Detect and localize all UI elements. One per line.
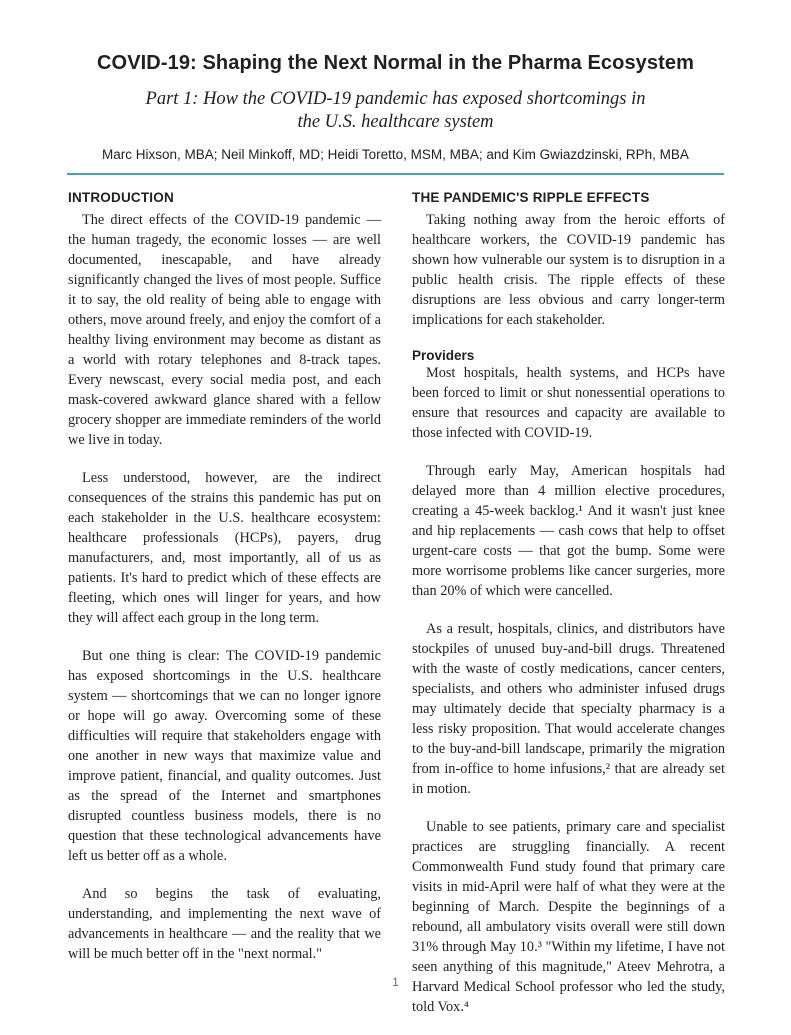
body-paragraph: The direct effects of the COVID-19 pandemic — the human tragedy, the economic losses — are well documented, inescapable, and have already significantly changed the lives of most people. Suffice it to say, the old reality of being able to engage with others, move around freely, and enjoy the comfort of a healthy living environment may become as distant as a world with rotary telephones and 8-track tapes. Every newscast, every social media post, and each mask-covered awkward glance shared with a fellow grocery shopper are immediate reminders of the world we live in today.	[68, 212, 381, 448]
body-paragraph: Most hospitals, health systems, and HCPs have been forced to limit or shut nonessential operations to ensure that resources and capacity are available to those infected with COVID-19.	[412, 365, 725, 441]
body-paragraph: But one thing is clear: The COVID-19 pandemic has exposed shortcomings in the U.S. healthcare system — shortcomings that we can no longer ignore or hope will go away. Overcoming some of these difficulties will require that stakeholders engage with one another in new ways that maximize value and improve patient, financial, and quality outcomes. Just as the spread of the Internet and smartphones disrupted countless business models, there is no question that these technological advancements have left us better off as a whole.	[68, 648, 381, 864]
document-subtitle: Part 1: How the COVID-19 pandemic has exposed shortcomings in the U.S. healthcare system	[145, 89, 646, 132]
providers-subheading: Providers	[412, 348, 475, 363]
body-paragraph: Through early May, American hospitals had delayed more than 4 million elective procedures, creating a 45-week backlog.¹ And it wasn't just knee and hip replacements — cash cows that help to offset urgent-care costs — that got the bump. Some were more worrisome problems like cancer surgeries, more than 20% of which were cancelled.	[412, 463, 725, 599]
ripple-effects-heading: THE PANDEMIC'S RIPPLE EFFECTS	[412, 190, 650, 205]
right-column	[412, 190, 725, 1035]
header-divider	[67, 173, 724, 175]
author-list: Marc Hixson, MBA; Neil Minkoff, MD; Heidi Toretto, MSM, MBA; and Kim Gwiazdzinski, RPh, MBA	[102, 147, 689, 162]
body-paragraph: Less understood, however, are the indirect consequences of the strains this pandemic has put on each stakeholder in the U.S. healthcare ecosystem: healthcare professionals (HCPs), payers, drug manufacturers, and, most importantly, all of us as patients. It's hard to predict which of these effects are fleeting, which ones will linger for years, and how they will affect each group in the long term.	[68, 470, 381, 626]
body-paragraph: Taking nothing away from the heroic efforts of healthcare workers, the COVID-19 pandemic has shown how vulnerable our system is to disruption in a public health crisis. The ripple effects of these disruptions are less obvious and carry longer-term implications for each stakeholder.	[412, 212, 725, 328]
document-title: COVID-19: Shaping the Next Normal in the Pharma Ecosystem	[97, 52, 694, 74]
body-paragraph: And so begins the task of evaluating, understanding, and implementing the next wave of advancements in healthcare — and the reality that we will be much better off in the "next normal."	[68, 886, 381, 962]
body-paragraph: Unable to see patients, primary care and specialist practices are struggling financially. A recent Commonwealth Fund study found that primary care visits in mid-April were half of what they were at the beginning of March. Despite the beginnings of a rebound, all ambulatory visits overall were still down 31% through May 10.³ "Within my lifetime, I have not seen anything of this magnitude," Ateev Mehrotra, a Harvard Medical School professor who led the study, told Vox.⁴	[412, 819, 725, 1015]
body-paragraph: As a result, hospitals, clinics, and distributors have stockpiles of unused buy-and-bill drugs. Threatened with the waste of costly medications, cancer centers, specialists, and others who administer infused drugs may ultimately decide that specialty pharmacy is a less risky proposition. That would accelerate changes to the buy-and-bill landscape, primarily the migration from in-office to home infusions,² that are already set in motion.	[412, 621, 725, 797]
page-number: 1	[392, 975, 399, 989]
left-column	[68, 190, 381, 982]
introduction-heading: INTRODUCTION	[68, 190, 174, 205]
